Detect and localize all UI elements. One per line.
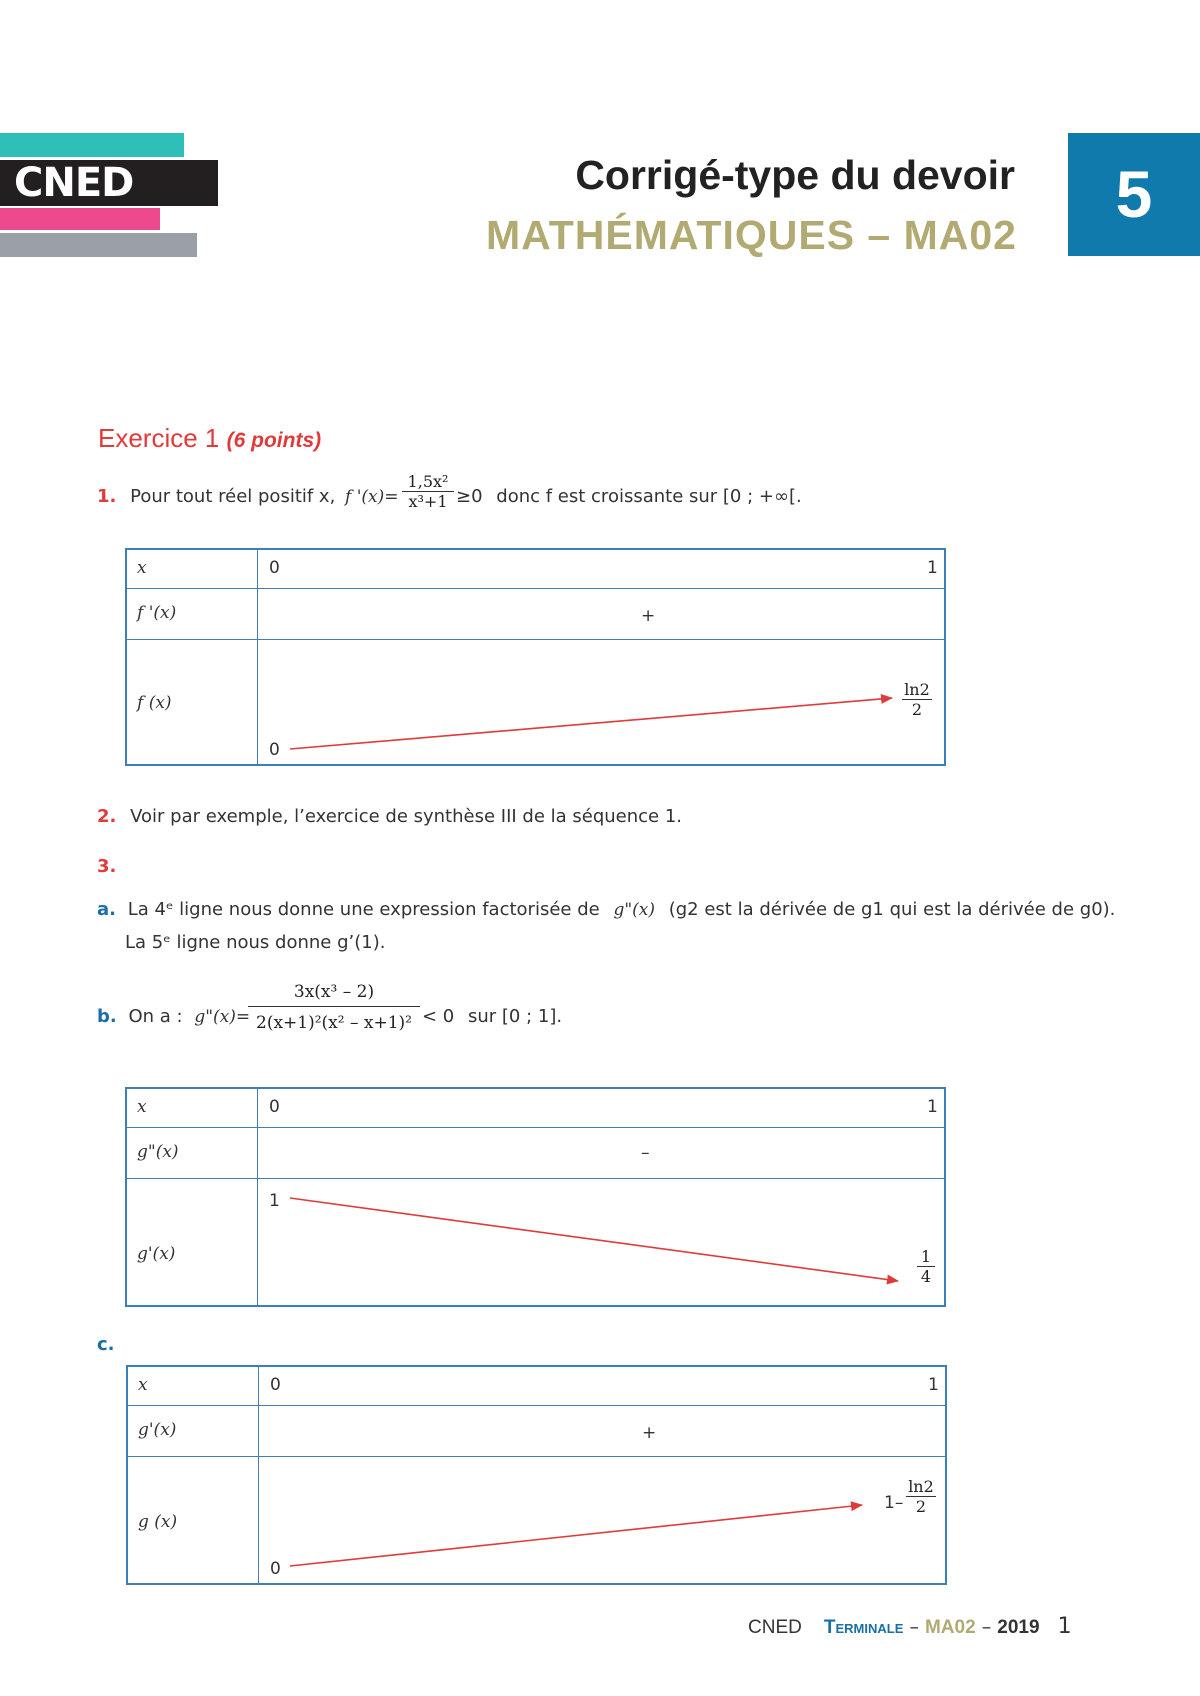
exercise-name: Exercice 1 [98, 423, 220, 453]
variation-start: 0 [270, 1559, 281, 1579]
page-number: 1 [1057, 1614, 1072, 1639]
x-start: 0 [269, 558, 280, 578]
footer-dash: – [909, 1616, 919, 1638]
relation: < 0 [422, 1006, 455, 1027]
footer-dash: – [981, 1616, 992, 1638]
fraction-denominator: 2 [902, 699, 932, 719]
x-start: 0 [270, 1375, 281, 1395]
fraction-numerator: ln2 [908, 1477, 934, 1496]
question-text: La 4ᵉ ligne nous donne une expression factorisée de [127, 899, 600, 920]
variation-start: 1 [269, 1191, 280, 1211]
page-footer [748, 1614, 1072, 1639]
x-start: 0 [269, 1097, 280, 1117]
question-number: 2. [97, 806, 117, 827]
row-label-x: x [137, 1097, 147, 1117]
question-letter: c. [97, 1334, 115, 1355]
fraction-numerator: 3x(x³ – 2) [293, 982, 375, 1002]
derivative-lhs: f '(x)= [345, 487, 399, 507]
sign-value: + [641, 606, 656, 626]
question-number: 1. [97, 486, 117, 507]
question-text: Voir par exemple, l’exercice de synthèse III de la séquence 1. [130, 806, 683, 827]
fraction-denominator: 2 [906, 1496, 936, 1516]
cned-logo-text: CNED [14, 160, 134, 206]
row-label-function: f (x) [137, 693, 172, 713]
question-text: Pour tout réel positif x, [130, 486, 336, 507]
footer-code: MA02 [924, 1617, 976, 1638]
document-title: Corrigé-type du devoir [575, 152, 1015, 198]
question-letter: b. [97, 1006, 117, 1027]
question-text-end: (g2 est la dérivée de g1 qui est la dérivée de g0). [668, 899, 1116, 920]
question-number: 3. [97, 856, 117, 877]
footer-level: Terminale [823, 1617, 904, 1638]
decreasing-arrow [290, 1198, 898, 1281]
variation-start: 0 [269, 740, 280, 760]
row-label-second-derivative: g"(x) [137, 1142, 179, 1162]
x-end: 1 [927, 1097, 938, 1117]
increasing-arrow [290, 1505, 862, 1566]
row-label-derivative: g'(x) [137, 1244, 176, 1264]
row-label-x: x [138, 1375, 148, 1395]
footer-org: CNED [748, 1617, 802, 1638]
sign-value: + [642, 1423, 657, 1443]
variation-end-prefix: 1– [884, 1493, 904, 1513]
relation: ≥0 [456, 486, 483, 507]
sequence-number: 5 [1115, 157, 1153, 231]
question-3a-line2: La 5ᵉ ligne nous donne g’(1). [125, 932, 386, 953]
footer-year: 2019 [997, 1617, 1040, 1638]
fraction-denominator: 2(x+1)²(x² – x+1)² [248, 1006, 420, 1033]
x-end: 1 [927, 558, 938, 578]
x-end: 1 [928, 1375, 939, 1395]
second-derivative-lhs: g"(x)= [194, 1007, 251, 1027]
subject-title: MATHÉMATIQUES – MA02 [485, 212, 1017, 258]
row-label-derivative: g'(x) [138, 1420, 177, 1440]
row-label-derivative: f '(x) [137, 603, 177, 623]
second-derivative-expr: g"(x) [613, 900, 655, 920]
conclusion-text: donc f est croissante sur [0 ; +∞[. [496, 486, 802, 507]
fraction-numerator: 1,5x² [407, 472, 449, 491]
row-label-x: x [137, 558, 147, 578]
fraction-denominator: x³+1 [402, 491, 454, 511]
interval-text: sur [0 ; 1]. [468, 1006, 563, 1027]
row-label-function: g (x) [138, 1512, 178, 1532]
sign-value: – [641, 1143, 650, 1163]
question-text: On a : [128, 1006, 183, 1027]
question-letter: a. [97, 899, 116, 920]
fraction-numerator: 1 [920, 1247, 932, 1266]
fraction-numerator: ln2 [904, 680, 930, 699]
fraction-denominator: 4 [917, 1266, 935, 1286]
exercise-points: (6 points) [226, 429, 322, 452]
increasing-arrow [290, 698, 892, 749]
